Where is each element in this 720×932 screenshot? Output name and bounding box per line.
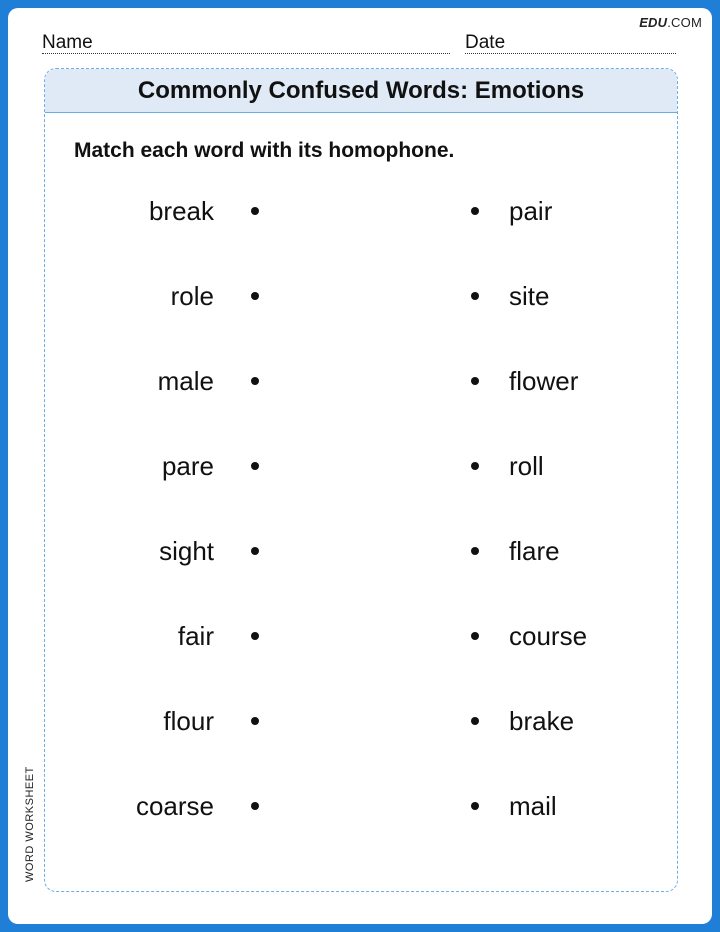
date-label: Date — [465, 32, 506, 53]
match-row — [45, 446, 677, 486]
left-word: role — [170, 281, 214, 311]
right-word: course — [509, 621, 588, 651]
right-match-dot[interactable] — [471, 547, 479, 555]
right-word: flower — [509, 366, 579, 396]
right-match-dot[interactable] — [471, 292, 479, 300]
brand-logo-rest: .COM — [667, 15, 702, 30]
worksheet-title: Commonly Confused Words: Emotions — [45, 69, 677, 113]
right-word: roll — [509, 451, 544, 481]
instructions-text: Match each word with its homophone. — [74, 139, 455, 162]
right-match-dot[interactable] — [471, 632, 479, 640]
name-line[interactable] — [42, 53, 450, 54]
match-row — [45, 616, 677, 656]
left-match-dot[interactable] — [251, 547, 259, 555]
left-word: flour — [163, 706, 214, 736]
match-row — [45, 191, 677, 231]
right-match-dot[interactable] — [471, 377, 479, 385]
left-word: sight — [159, 536, 214, 566]
right-match-dot[interactable] — [471, 717, 479, 725]
right-match-dot[interactable] — [471, 462, 479, 470]
left-match-dot[interactable] — [251, 717, 259, 725]
match-row — [45, 531, 677, 571]
right-word: site — [509, 281, 550, 311]
worksheet-page — [8, 8, 712, 924]
right-word: pair — [509, 196, 553, 226]
right-word: flare — [509, 536, 560, 566]
left-match-dot[interactable] — [251, 207, 259, 215]
left-word: coarse — [135, 791, 214, 821]
left-match-dot[interactable] — [251, 292, 259, 300]
left-match-dot[interactable] — [251, 377, 259, 385]
side-label: WORD WORKSHEET — [24, 766, 36, 882]
right-word: brake — [509, 706, 575, 736]
left-match-dot[interactable] — [251, 632, 259, 640]
left-word: fair — [177, 621, 214, 651]
left-word: pare — [161, 451, 214, 481]
right-match-dot[interactable] — [471, 802, 479, 810]
brand-logo — [639, 15, 702, 30]
worksheet-card — [44, 68, 678, 892]
name-label: Name — [42, 32, 93, 53]
right-word: mail — [509, 791, 557, 821]
left-match-dot[interactable] — [251, 462, 259, 470]
brand-logo-bold: EDU — [639, 15, 668, 30]
match-row — [45, 276, 677, 316]
left-match-dot[interactable] — [251, 802, 259, 810]
match-row — [45, 786, 677, 826]
match-row — [45, 361, 677, 401]
left-word: break — [148, 196, 214, 226]
right-match-dot[interactable] — [471, 207, 479, 215]
match-row — [45, 701, 677, 741]
date-line[interactable] — [465, 53, 676, 54]
left-word: male — [157, 366, 214, 396]
